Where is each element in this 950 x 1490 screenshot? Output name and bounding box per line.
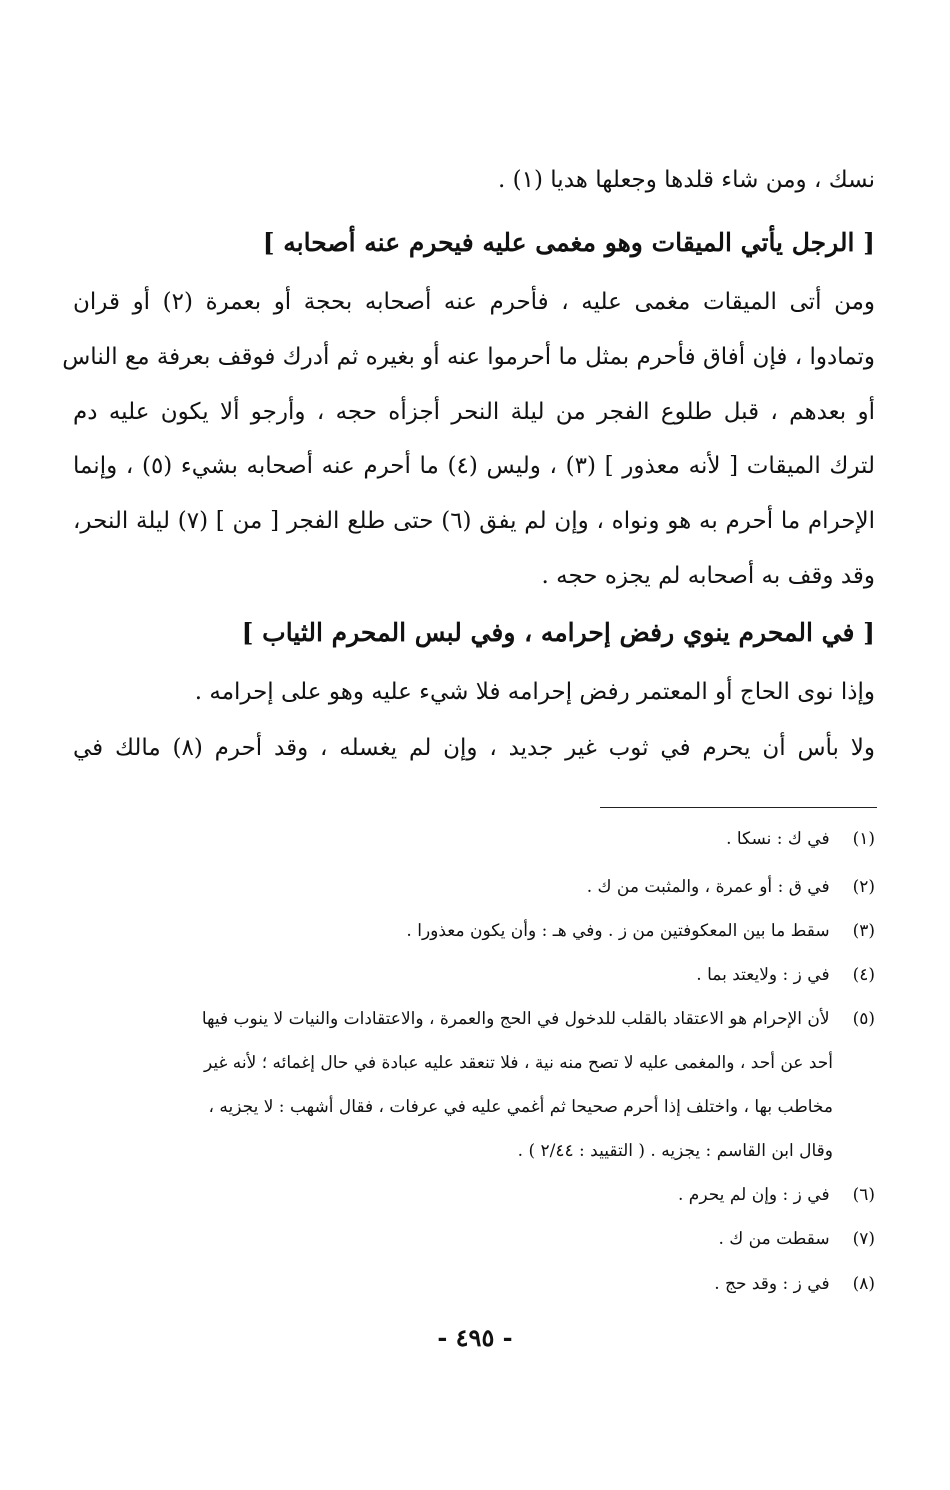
footnote-3 [73,918,875,944]
paragraph-1-line-5: الإحرام ما أحرم به هو ونواه ، وإن لم يفق (٦) حتى طلع الفجر [ من ] (٧) ليلة النحر، [73,508,875,534]
paragraph-1-line-4: لترك الميقات [ لأنه معذور ] (٣) ، وليس (٤) ما أحرم عنه أصحابه بشيء (٥) ، وإنما [73,453,875,479]
paragraph-3-line-1: ولا بأس أن يحرم في ثوب غير جديد ، وإن لم يغسله ، وقد أحرم (٨) مالك في [73,735,875,761]
paragraph-1-line-3: أو بعدهم ، قبل طلوع الفجر من ليلة النحر أجزأه حجه ، وأرجو ألا يكون عليه دم [73,399,875,425]
footnote-2 [73,874,875,900]
footnote-separator [600,807,877,808]
footnote-1 [73,826,875,852]
footnote-text: في ز : وإن لم يحرم . [678,1185,830,1205]
footnote-text: سقطت من ك . [718,1229,830,1249]
footnote-number: (٧) [852,1229,875,1249]
text-line-continuation: نسك ، ومن شاء قلدها وجعلها هديا (١) . [498,167,875,193]
footnote-6 [73,1182,875,1208]
footnote-text: في ز : وقد حج . [714,1274,830,1294]
footnote-5-line-2: أحد عن أحد ، والمغمى عليه لا تصح منه نية ، فلا تنعقد عليه عبادة في حال إغمائه ؛ لأنه غير [203,1053,833,1073]
section-heading-2: [ في المحرم ينوي رفض إحرامه ، وفي لبس المحرم الثياب ] [241,618,875,647]
footnote-number: (٦) [852,1185,875,1205]
paragraph-1-line-6: وقد وقف به أصحابه لم يجزه حجه . [541,563,875,589]
footnote-number: (٢) [852,877,875,897]
footnote-5-line-4: وقال ابن القاسم : يجزيه . ( التقييد : ٢/٤٤ ) . [517,1141,833,1161]
footnote-number: (٤) [852,965,875,985]
paragraph-1-line-2: وتمادوا ، فإن أفاق فأحرم بمثل ما أحرموا عنه أو بغيره ثم أدرك فوقف بعرفة مع الناس [62,344,875,370]
footnote-text: في ك : نسكا . [726,829,830,849]
footnote-8 [73,1271,875,1297]
footnote-5 [73,1006,875,1032]
footnote-text: في ق : أو عمرة ، والمثبت من ك . [586,877,830,897]
footnote-number: (٥) [852,1009,875,1029]
footnote-number: (٨) [852,1274,875,1294]
footnote-4 [73,962,875,988]
footnote-text: لأن الإحرام هو الاعتقاد بالقلب للدخول في الحج والعمرة ، والاعتقادات والنيات لا ينوب فيها [201,1009,830,1029]
section-heading-1: [ الرجل يأتي الميقات وهو مغمى عليه فيحرم عنه أصحابه ] [262,228,875,257]
footnote-7 [73,1226,875,1252]
footnote-5-line-3: مخاطب بها ، واختلف إذا أحرم صحيحا ثم أغمي عليه في عرفات ، فقال أشهب : لا يجزيه ، [208,1097,833,1117]
footnote-number: (١) [852,829,875,849]
paragraph-2: وإذا نوى الحاج أو المعتمر رفض إحرامه فلا شيء عليه وهو على إحرامه . [194,679,875,705]
page-number: - ٤٩٥ - [437,1323,513,1352]
footnote-text: في ز : ولايعتد بما . [696,965,830,985]
footnote-text: سقط ما بين المعكوفتين من ز . وفي هـ : وأن يكون معذورا . [406,921,830,941]
paragraph-1-line-1: ومن أتى الميقات مغمى عليه ، فأحرم عنه أصحابه بحجة أو بعمرة (٢) أو قران [73,289,876,315]
footnote-number: (٣) [852,921,875,941]
